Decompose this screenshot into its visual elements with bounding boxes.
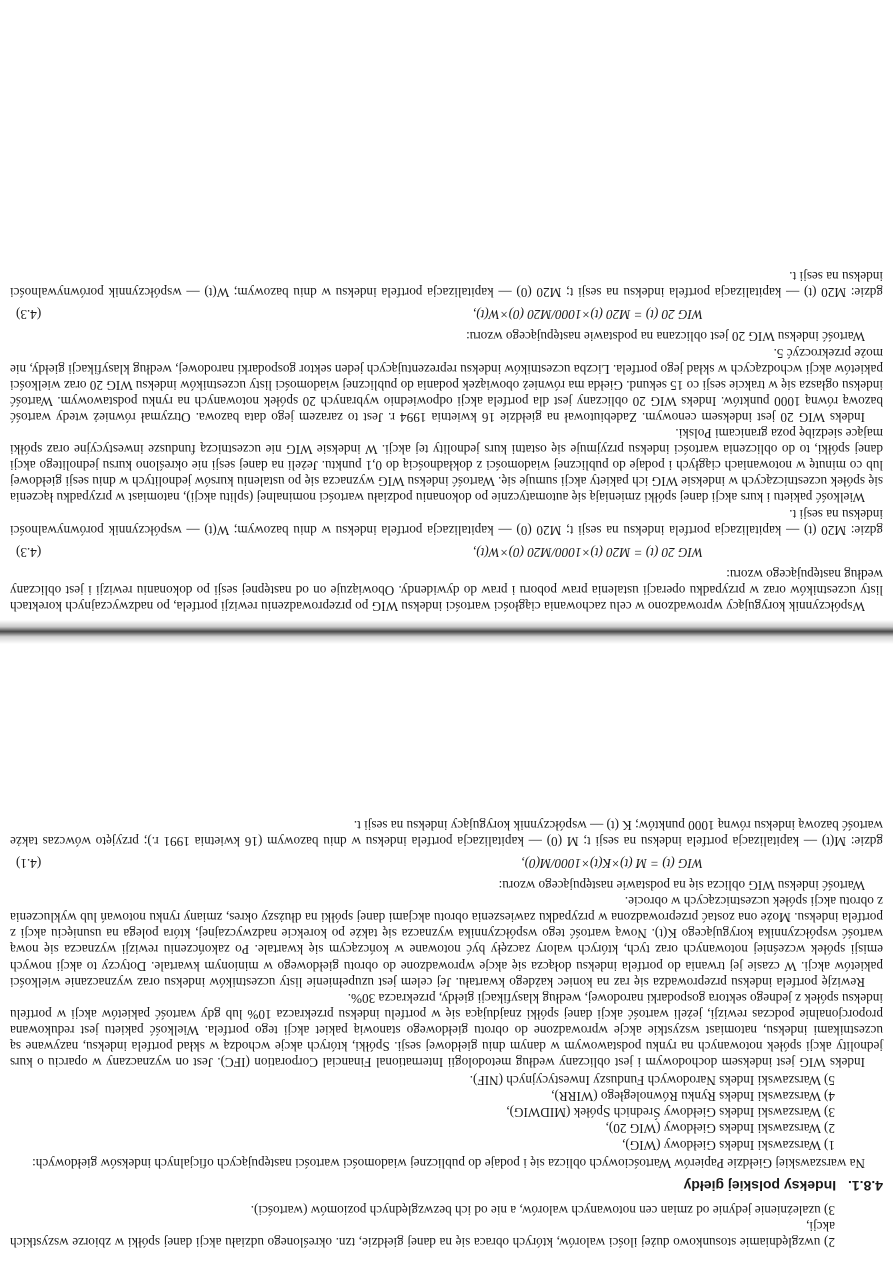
list-item: 3) Warszawski Indeks Giełdowy Średnich Spółek (MIDWIG),: [506, 1105, 835, 1121]
formula-4-2: [10, 544, 883, 560]
formula-expression: WIG (t) = M (t)×K(t)×1000/M(0),: [521, 855, 703, 871]
formula-4-1: [10, 855, 883, 871]
list-item: 1) Warszawski Indeks Giełdowy (WIG),: [622, 1137, 835, 1153]
formula-number: (4.3): [16, 544, 42, 560]
paragraph: Na warszawskiej Giełdzie Papierów Wartościowych oblicza się i podaje do publicznej wiadomości wartości następujących oficjalnych indeksów giełdowych:: [32, 1155, 865, 1171]
paragraph: Wartość indeksu WIG oblicza się na podstawie następującego wzoru:: [498, 878, 865, 894]
paragraph: Rewizję portfela indeksu przeprowadza się raz na koniec każdego kwartału. Jej celem jest uzupełnienie listy uczestników indeksu oraz wyznaczanie wielkości pakietów akcji. W czasie jej trwania do portfela indeksu dołącza się akcje wprowadzone do obrotu giełdowego w minionym kwartale. Dotyczy to akcji nowych emisji spółek wcześniej notowanych oraz tych, których walory zaczęły być notowane w kończącym się kwartale. Po zakończeniu rewizji wyznacza się nową wartość współczynnika korygującego K(t). Nową wartość tego współczynnika wyznacza się także po korekcie nadzwyczajnej, która polega na usunięciu akcji z portfela indeksu. Może ona zostać przeprowadzona w przypadku zawieszenia obrotu akcjami danej spółki na dłuższy okres, zmiany rynku notowań lub wykluczenia z obrotu akcji spółek uczestniczących w obrocie.: [10, 894, 883, 990]
paragraph: Wartość indeksu WIG 20 jest obliczana na podstawie następującego wzoru:: [466, 329, 865, 345]
criteria-list-continued: [10, 1202, 883, 1250]
left-page: [10, 817, 883, 1252]
section-title: Indeksy polskiej giełdy: [683, 1177, 837, 1194]
formula-expression: WIG 20 (t) = M20 (t)×1000/M20 (0)×W(t),: [473, 544, 703, 560]
formula-number: (4.3): [16, 307, 42, 323]
indices-list: [10, 1072, 883, 1152]
list-item: 2) uwzględniamie stosunkowo dużej ilości walorów, których obraca się na danej giełdzie, tzn. określonego udziału akcji danej spółki w zbiorze wszystkich akcji,: [10, 1218, 835, 1250]
list-item: 4) Warszawski Indeks Rynku Równoległego (WIRR),: [551, 1089, 835, 1105]
paragraph: gdzie: M(t) — kapitalizacja portfela indeksu na sesji t; M (0) — kapitalizacja portfela indeksu w dniu bazowym (16 kwietnia 1991 r.); przyjęto wówczas także wartość bazową indeksu równą 1000 punktów; K (t) — współczynnik korygujący indeksu na sesji t.: [10, 817, 883, 849]
list-item: 5) Warszawski Indeks Narodowych Funduszy Inwestycyjnych (NIF).: [469, 1073, 835, 1089]
formula-expression: WIG 20 (t) = M20 (t)×1000/M20 (0)×W(t),: [473, 307, 703, 323]
paragraph: Indeks WIG jest indeksem dochodowym i jest obliczany według metodologii International Financial Corporation (IFC). Jest on wyznaczany w oparciu o kurs jednolity akcji spółek notowanych na rynku podstawowym w danym dniu giełdowej sesji. Spółki, których akcje wchodzą w skład portfela indeksu, nazywane są uczestnikami indeksu, natomiast wszystkie akcje wprowadzone do obrotu giełdowego stanowią pakiet akcji tego portfela. Wielkość pakietu jest redukowana proporcjonalnie podczas rewizji, jeżeli wartość akcji danej spółki znajdująca się w portfelu indeksu przekracza 10% lub gdy wartość pakietów akcji w portfelu indeksu spółek z jednego sektora gospodarki narodowej, według klasyfikacji giełdy, przekracza 30%.: [10, 990, 883, 1071]
section-heading: [10, 1177, 883, 1194]
formula-number: (4.1): [16, 855, 42, 871]
paragraph: Indeks WIG 20 jest indeksem cenowym. Zadebiutował na giełdzie 16 kwietnia 1994 r. Jest to zarazem jego data bazowa. Otrzymał również wtedy wartość bazową równą 1000 punktów. Indeks WIG 20 obliczany jest dla portfela akcji odpowiednio wybranych 20 spółek notowanych na rynku podstawowym. Wartość indeksu ogłasza się w trakcie sesji co 15 sekund. Giełda ma również obowiązek podania do publicznej wiadomości listy uczestników indeksu WIG 20 oraz wielkości pakietów akcji wchodzących w skład jego portfela. Liczba uczestników indeksu reprezentujących jeden sektor gospodarki narodowej, według klasyfikacji giełdy, nie może przekroczyć 5.: [10, 345, 883, 425]
paragraph: gdzie: M20 (t) — kapitalizacja portfela indeksu na sesji t; M20 (0) — kapitalizacja portfela indeksu w dniu bazowym; W(t) — współczynnik porównywalności indeksu na sesji t.: [10, 269, 883, 301]
list-item: 2) Warszawski Indeks Giełdowy (WIG 20),: [605, 1121, 835, 1137]
paragraph: Wielkość pakietu i kurs akcji danej spółki zmieniają się automatycznie po dokonaniu podziału wartości nominalnej (splitu akcji), natomiast w przypadku łączenia się spółek uczestniczących w indeksie WIG ich pakiety akcji sumuje się. Wartość indeksu WIG wyznacza się po ustaleniu kursów jednolitych w dniu sesji giełdowej lub co minutę w notowaniach ciągłych i podaje do publicznej wiadomości z dokładnością do 0,1 punktu. Jeżeli na danej sesji nie określono kursu jednolitego akcji danej spółki, to do obliczenia wartości indeksu przyjmuje się ostatni kurs jednolity tej akcji. W indeksie WIG nie uczestniczą fundusze inwestycyjne oraz spółki mające siedzibę poza granicami Polski.: [10, 426, 883, 506]
paragraph: Współczynnik korygujący wprowadzono w celu zachowania ciągłości wartości indeksu WIG po przeprowadzeniu rewizji portfela, po nadzwyczajnych korektach listy uczestników oraz w przypadku operacji ustalenia praw poboru i praw do dywidendy. Obowiązuje on od następnej sesji po dokonaniu rewizji i jest obliczany według następującego wzoru:: [10, 566, 883, 614]
paragraph: gdzie: M20 (t) — kapitalizacja portfela indeksu na sesji t; M20 (0) — kapitalizacja portfela indeksu w dniu bazowym; W(t) — współczynnik porównywalności indeksu na sesji t.: [10, 506, 883, 538]
book-binding-shadow: [0, 620, 893, 644]
section-number: 4.8.1.: [847, 1177, 883, 1194]
right-page: [10, 268, 883, 614]
list-item: 3) uzależnienie jedynie od zmian cen notowanych walorów, a nie od ich bezwzględnych poziomów (wartości).: [250, 1202, 835, 1218]
formula-4-3: [10, 306, 883, 322]
